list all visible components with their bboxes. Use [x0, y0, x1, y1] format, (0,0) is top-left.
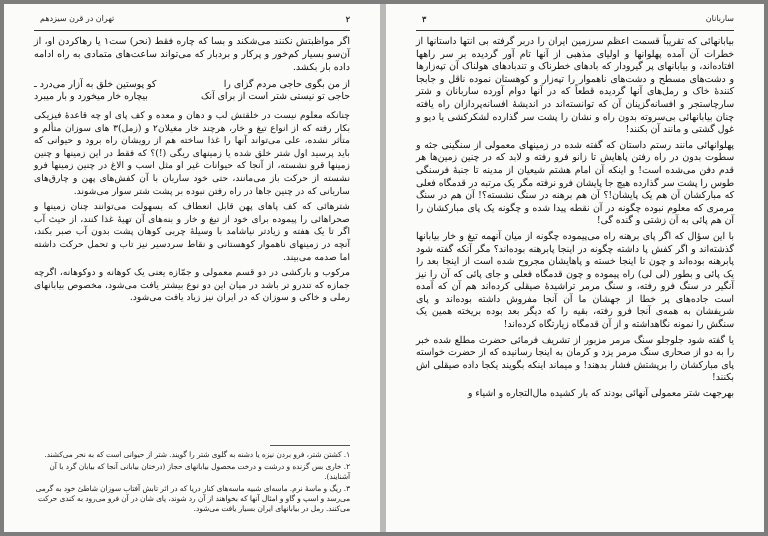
paragraph: چنانکه معلوم نیست در خلقتش لب و دهان و معده و کف پای او چه قاعدهٔ فیزیکی بکار رفته که از انواع تیغ و خار، هرچند خار مغیلان۲ و (زمل)۳ های سوزان متألم و متأثر نشده، علی می‌تواند آنها را غذا ساخته هم از رویشان راه برود و حیوانی که باید پرسید اول شتر خلق شده یا زمینهای ریگی (!)؟ که فقط در این زمینها و چنین زمینها قرو نشسته، از آنجا که حیوانات غیر او مثل اسب و الاغ در چنین زمینها فرو نشسته از حرکت باز می‌مانند، حتی خود ساربان با آن کفش‌های پهن و چارق‌های ساربانی که در چنین جاها در راه رفتن نبوده بر پشت شتر سوار می‌شوند.	[34, 110, 351, 197]
right-page-header	[416, 14, 734, 28]
left-page-body	[34, 36, 350, 308]
hemistich: بیچاره خار میخورد و بار میبرد	[34, 91, 148, 103]
paragraph: یا گفته شود جلوجلو سنگ مرمر مزبور از تشریف فرمائی حضرت مطلع شده خبر را به دو از صحاری سنگ مرمر یزد و کرمان به اینجا رسانیده که از حضرت خواسته پای مبارکشان را برپشتش فشار بدهند! و میماند اینکه بگویند یکجا داده صیقلی اش بکنند!	[416, 334, 734, 384]
left-page-header	[34, 14, 350, 28]
left-page	[4, 4, 380, 532]
hemistich: از من بگوی حاجی مردم گزای را	[223, 78, 350, 90]
footnote-rule	[270, 445, 350, 446]
hemistich: حاجی تو نیستی شتر است از برای آنک	[200, 91, 350, 103]
page-number: ۳	[422, 14, 427, 24]
poem-verse	[34, 91, 350, 104]
page-number: ۲	[345, 14, 350, 24]
footnote: ۳. ریگ و ماسهٔ نرم. ماسه‌ای شبیه ماسه‌های کنار دریا که در اثر تابش آفتاب سوزان شاطئ خود به گرمی می‌رسد و اسپ و گاو و امثال آنها که بخواهند از آن رد شوند، پای شان در آن فرو می‌رود به کندی حرکت می‌کنند. رمل در بیابانهای ایران بسیار یافت می‌شود.	[35, 484, 350, 513]
poem-verse	[34, 79, 350, 92]
header-rule	[34, 30, 350, 31]
footnote: ۱. کشتن شتر، فرو بردن نیزه یا دشنه به گلوی شتر را گویند. شتر از حیوانی است که به نحر می‌کشند.	[44, 450, 350, 459]
header-rule	[416, 30, 734, 31]
running-title: ساربانان	[705, 14, 734, 23]
running-title: تهران در قرن سیزدهم	[40, 14, 115, 23]
poem	[34, 79, 350, 104]
paragraph: با این سؤال که اگر پای برهنه راه می‌پیموده چگونه از میان آنهمه تیغ و خار بیابانها گذشته‌اند و اگر کفش پا داشته چگونه در اینجا پابرهنه بوده‌اند؟ مگر آنکه گفته شود پابرهنه بوده‌اند و چون تا اینجا خسته و پاهایشان مجروح شده است از اینجا بعد را یک پائی و بطور (لی لی) راه پیموده و چون قدمگاه فعلی و جای پائی که آن را نیز آنگیر در سنگ فرو رفته، و سنگ مرمر تراشیدهٔ صیقلی کرده‌اند هم آن که آمده است جاده‌های پر خطا از جهشان ما آن آنجا مفروش داشته بوده‌اند و پای شریفشان به همه‌ی آنجا فرو رفته، بقیه را که دیگر بعد بوده بریخته همین یک سنگش را نمونه نگاهداشته و از آن قدمگاه زیارتگاه کرده‌اند!	[416, 230, 734, 331]
footnotes	[34, 445, 350, 516]
paragraph: بیابانهائی که تقریباً قسمت اعظم سرزمین ایران را دربر گرفته بی انتها داستانها از خطرات آن آمده پهلوانها و اولیای مذهبی از آنها تام آور گردیده بر سر راهها افتاده‌اند، و بیابانهای پر گیرودار که بادهای خطرناک و تندبادهای هولناک آن تپه‌زارها و دشت‌های مسطح و دشت‌های ناهموار را تپه‌زار و کوهستان نموده ناقل و جابجا کنندهٔ خاک و رمل‌های آنها گردیده قطعاً که در آنها دوام آورده ساربانان و شتر سارچاستجر و افسانه‌گزینان آن که توانسته‌اند در اندیشهٔ افسانه‌پردازان راه یافته چنان بیابانهائی بی‌سروته بدون راه و نشان را پشت سر گذارده لشکرکشی یا دیو و غول گشتی و مانند آن بکنند!	[416, 36, 734, 136]
paragraph: پهلوانهائی مانند رستم داستان که گفته شده در زمینهای معمولی از سنگینی جثه و سطوت بدون در راه رفتن پاهایش تا زانو فرو رفته و لابد که در چنین زمین‌ها هر قدم دفن می‌شده است! و اینکه آن امام هشتم شیعیان از مدینه تا جنبهٔ فرسنگی طوس را پشت سر گذارده هیچ جا پایشان فرو نرفته مگر یک مرتبه در قدمگاه فعلی که مبارکشان آن هم یک پایشان!؟ آن هم برهنه در سنگ نشسته؟! آن هم در سنگ مرمری که معلوم نبوده چگونه در آن نقطه پیدا شده و چگونه یک پای مبارکشان را آن هم پائی به آن زشتی و گنده گی!	[416, 139, 734, 227]
paragraph: اگر مواظبتش نکنند می‌شکند و بسا که چاره فقط (نحر) ست۱ یا رهاکردن او، از آن‌سو بسیار کم‌خور و پرکار و بردبار که می‌تواند ساعت‌های متمادی به راه ادامه داده بار بکشد.	[34, 36, 351, 73]
right-page	[386, 4, 764, 532]
right-page-body	[416, 36, 734, 404]
paragraph: شترهائی که کف پاهای پهن قابل انعطاف که بسهولت می‌توانند چنان زمینها و صحراهائی را پیموده برای خود از تیغ و خار و بنه‌های آن تهیهٔ غذا کنند، از حیث آب اگر تا یک هفته و زیادتر نیاشامد با وسیلهٔ چربی کوهان پشت بدون آب صبر بکند، آنچه در زمینهای ناهموار کوهستانی و نقاط سردسیر نیز تاب و تحمل حرکت داشته اما صدمه می‌بیند.	[34, 201, 350, 263]
footnote: ۲. خاری بس گزنده و درشت و درخت محصول بیابانهای حجاز (درختان بیابانی آنجا که بیابان گرد با آن آشنایند).	[49, 462, 350, 481]
hemistich: کو پوستین خلق به آزار می‌درد ـ	[34, 78, 157, 90]
paragraph: بهرجهت شتر معمولی آنهائی بودند که بار کشیده مال‌التجاره و اشیاء و	[467, 388, 734, 400]
paragraph: مرکوب و بارکشی در دو قسم معمولی و جمّازه یعنی یک کوهانه و دوکوهانه، اگرچه جمازه که تندرو تر باشد در میان این دو نوع بیشتر یافت می‌شود، مخصوص بیابانهای رملی و خاکی و سوزان که در ایران نیز زیاد یافت می‌شود.	[34, 267, 350, 304]
